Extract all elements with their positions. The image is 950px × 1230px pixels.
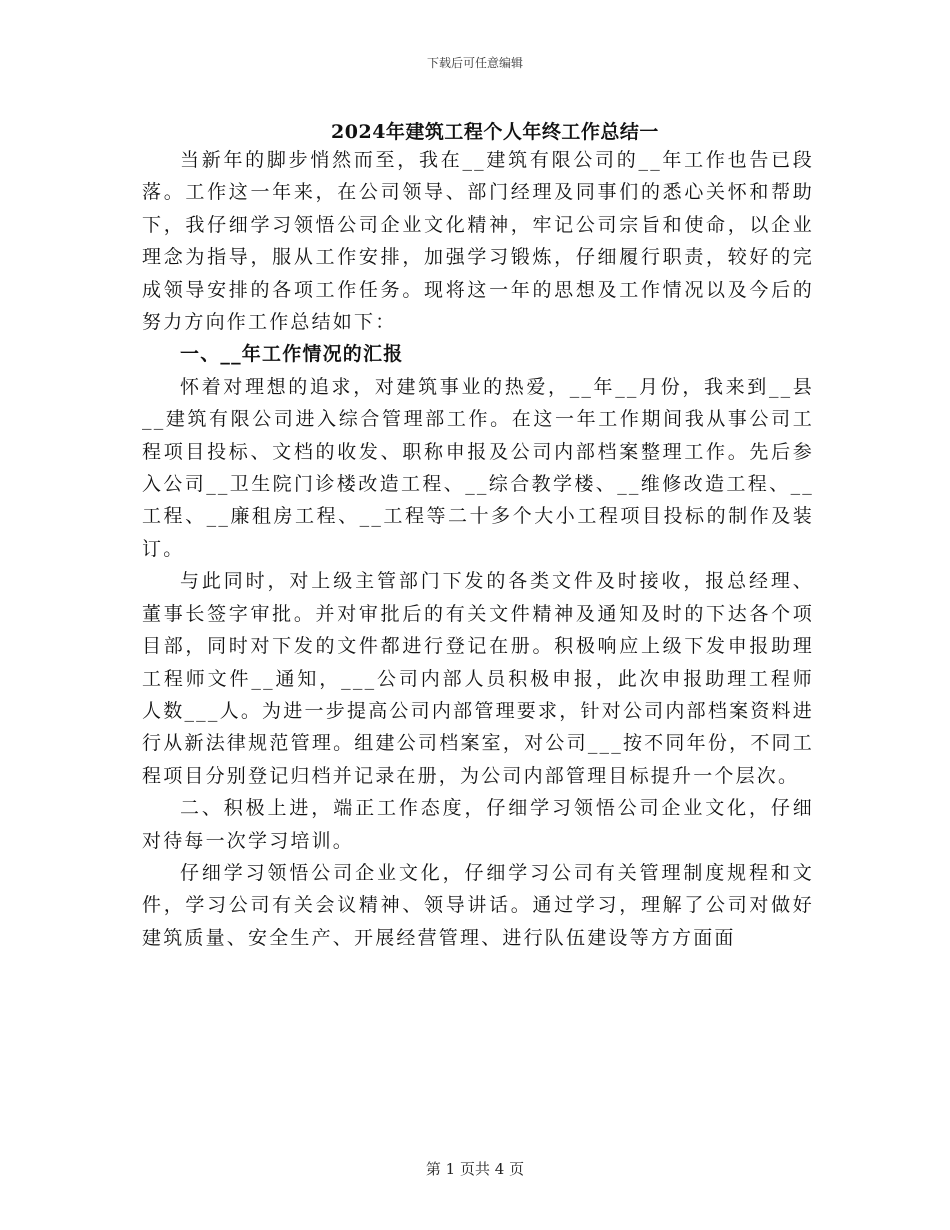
document-body bbox=[142, 144, 814, 954]
paragraph-document-management: 与此同时，对上级主管部门下发的各类文件及时接收，报总经理、董事长签字审批。并对审批后的有关文件精神及通知及时的下达各个项目部，同时对下发的文件都进行登记在册。积极响应上级下发申报助理工程师文件__通知，___公司内部人员积极申报，此次申报助理工程师人数___人。为进一步提高公司内部管理要求，针对公司内部档案资料进行从新法律规范管理。组建公司档案室，对公司___按不同年份，不同工程项目分别登记归档并记录在册，为公司内部管理目标提升一个层次。 bbox=[142, 570, 814, 787]
section-heading-1: 一、__年工作情况的汇报 bbox=[180, 343, 404, 366]
page-footer: 第 1 页共 4 页 bbox=[425, 1160, 525, 1178]
paragraph-study: 仔细学习领悟公司企业文化，仔细学习公司有关管理制度规程和文件，学习公司有关会议精神、领导讲话。通过学习，理解了公司对做好建筑质量、安全生产、开展经营管理、进行队伍建设等方方面面 bbox=[142, 861, 814, 949]
paragraph-intro: 当新年的脚步悄然而至，我在__建筑有限公司的__年工作也告已段落。工作这一年来，在公司领导、部门经理及同事们的悉心关怀和帮助下，我仔细学习领悟公司企业文化精神，牢记公司宗旨和使命，以企业理念为指导，服从工作安排，加强学习锻炼，仔细履行职责，较好的完成领导安排的各项工作任务。现将这一年的思想及工作情况以及今后的努力方向作工作总结如下： bbox=[142, 149, 814, 334]
paragraph-work-overview: 怀着对理想的追求，对建筑事业的热爱，__年__月份，我来到__县__建筑有限公司进入综合管理部工作。在这一年工作期间我从事公司工程项目投标、文档的收发、职称申报及公司内部档案整理工作。先后参入公司__卫生院门诊楼改造工程、__综合教学楼、__维修改造工程、__工程、__廉租房工程、__工程等二十多个大小工程项目投标的制作及装订。 bbox=[142, 375, 814, 560]
document-title: 2024年建筑工程个人年终工作总结一 bbox=[331, 121, 659, 143]
section-heading-2: 二、积极上进，端正工作态度，仔细学习领悟公司企业文化，仔细对待每一次学习培训。 bbox=[142, 797, 814, 852]
header-note: 下载后可任意编辑 bbox=[426, 56, 523, 70]
